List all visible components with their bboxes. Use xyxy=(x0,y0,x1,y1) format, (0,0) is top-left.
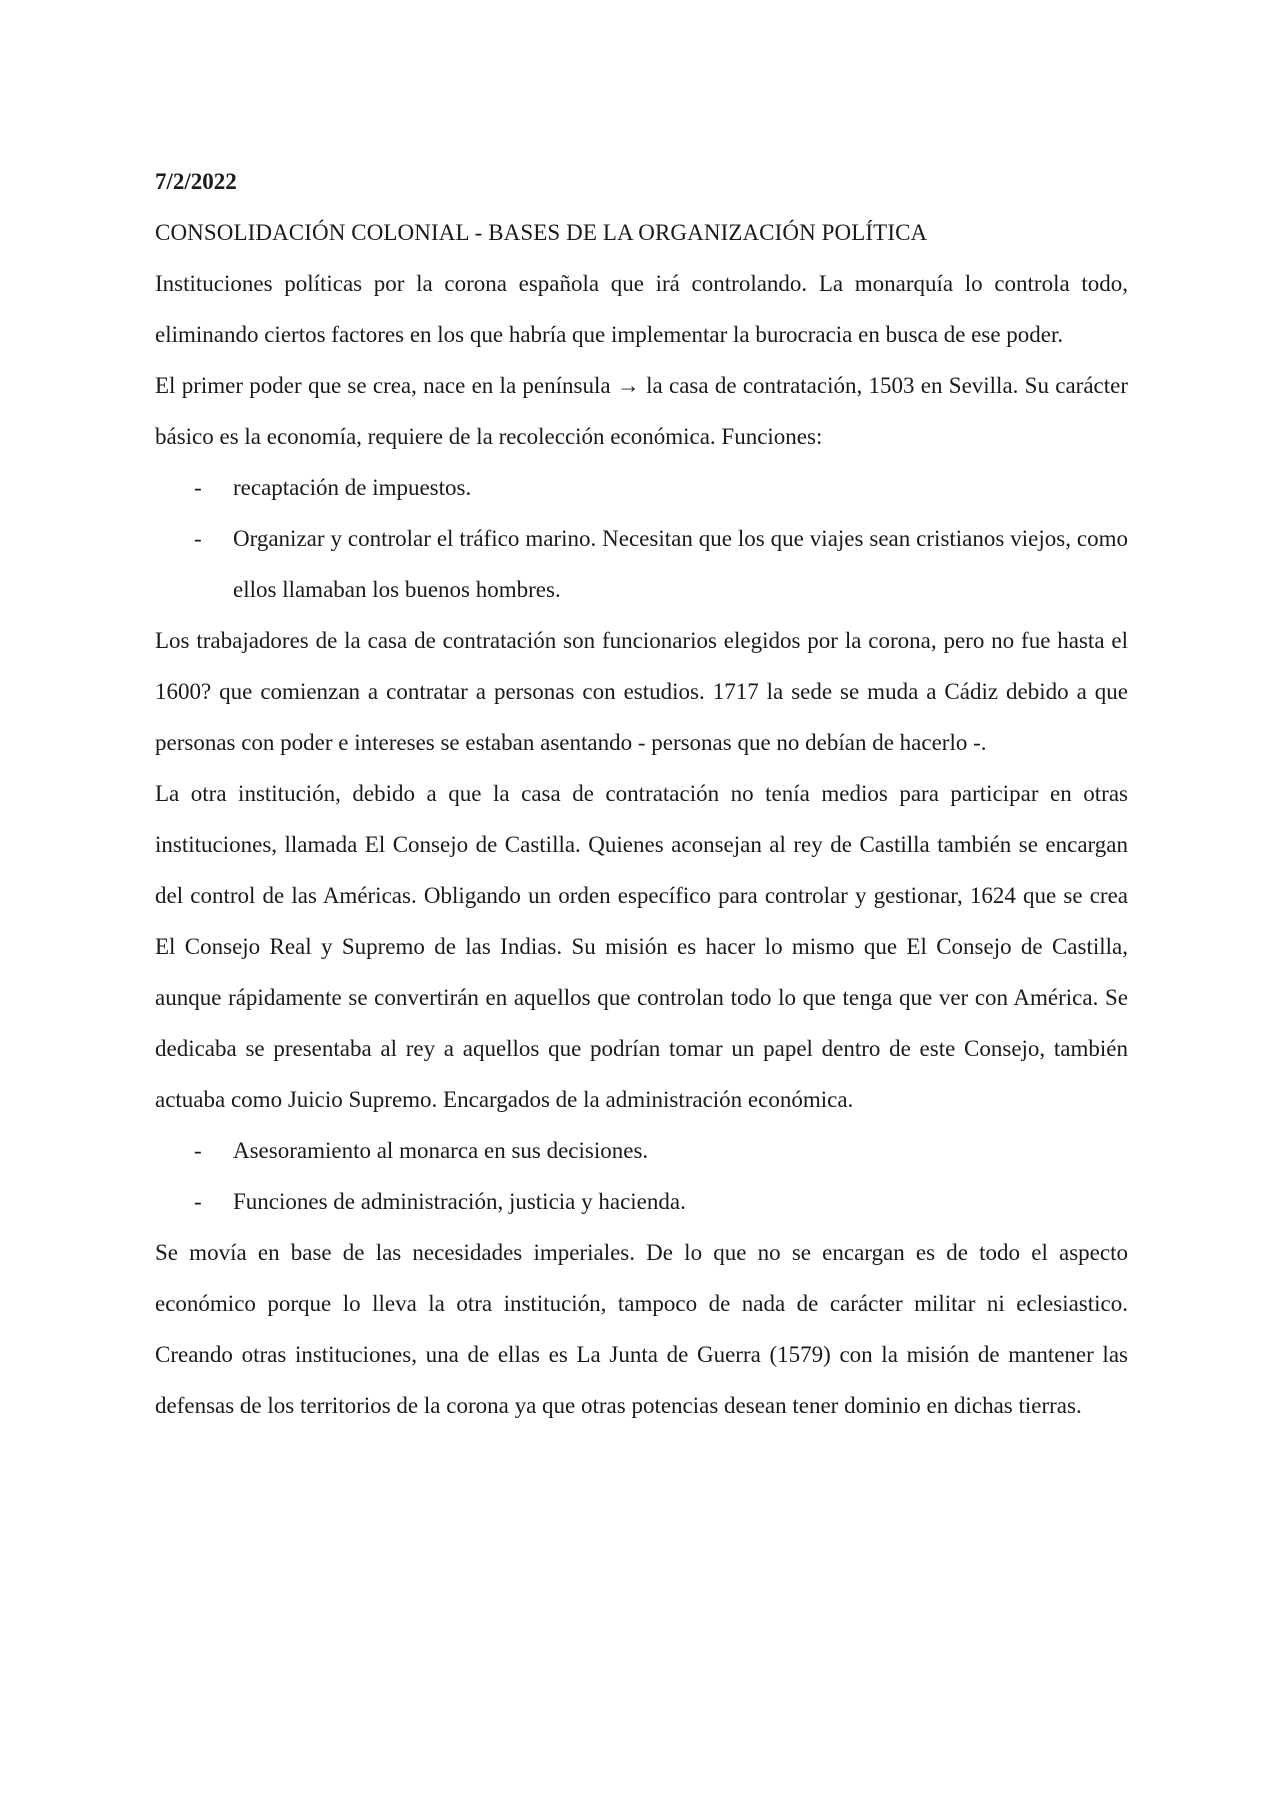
bullet-dash: - xyxy=(194,1189,202,1214)
paragraph-trabajadores: Los trabajadores de la casa de contratación son funcionarios elegidos por la corona, pero no fue hasta el 1600? que comienzan a contratar a personas con estudios. 1717 la sede se muda a Cádiz debido a que personas con poder e intereses se estaban asentando - personas que no debían de hacerlo -. xyxy=(155,628,1128,755)
list-item-text: Asesoramiento al monarca en sus decisiones. xyxy=(233,1138,649,1163)
list-item-text: recaptación de impuestos. xyxy=(233,475,472,500)
list-item xyxy=(155,1125,1128,1176)
list-item xyxy=(155,462,1128,513)
functions-list xyxy=(155,462,1128,615)
document-body xyxy=(155,156,1128,1431)
bullet-dash: - xyxy=(194,475,202,500)
paragraph-junta-guerra: Se movía en base de las necesidades imperiales. De lo que no se encargan es de todo el aspecto económico porque lo lleva la otra institución, tampoco de nada de carácter militar ni eclesiastico. Creando otras instituciones, una de ellas es La Junta de Guerra (1579) con la misión de mantener las defensas de los territorios de la corona ya que otras potencias desean tener dominio en dichas tierras. xyxy=(155,1240,1128,1418)
consejo-functions-list xyxy=(155,1125,1128,1227)
bullet-dash: - xyxy=(194,526,202,551)
paragraph-consejo: La otra institución, debido a que la casa de contratación no tenía medios para participar en otras instituciones, llamada El Consejo de Castilla. Quienes aconsejan al rey de Castilla también se encargan del control de las Américas. Obligando un orden específico para controlar y gestionar, 1624 que se crea El Consejo Real y Supremo de las Indias. Su misión es hacer lo mismo que El Consejo de Castilla, aunque rápidamente se convertirán en aquellos que controlan todo lo que tenga que ver con América. Se dedicaba se presentaba al rey a aquellos que podrían tomar un papel dentro de este Consejo, también actuaba como Juicio Supremo. Encargados de la administración económica. xyxy=(155,781,1128,1112)
paragraph-casa-contratacion: El primer poder que se crea, nace en la península → la casa de contratación, 1503 en Sevilla. Su carácter básico es la economía, requiere de la recolección económica. Funciones: xyxy=(155,373,1128,449)
document-date: 7/2/2022 xyxy=(155,169,237,194)
list-item-text: Funciones de administración, justicia y hacienda. xyxy=(233,1189,686,1214)
bullet-dash: - xyxy=(194,1138,202,1163)
paragraph-intro: Instituciones políticas por la corona española que irá controlando. La monarquía lo controla todo, eliminando ciertos factores en los que habría que implementar la burocracia en busca de ese poder. xyxy=(155,271,1128,347)
list-item xyxy=(155,1176,1128,1227)
document-title: CONSOLIDACIÓN COLONIAL - BASES DE LA ORGANIZACIÓN POLÍTICA xyxy=(155,220,928,245)
list-item xyxy=(155,513,1128,615)
list-item-text: Organizar y controlar el tráfico marino. Necesitan que los que viajes sean cristianos viejos, como ellos llamaban los buenos hombres. xyxy=(233,526,1128,602)
